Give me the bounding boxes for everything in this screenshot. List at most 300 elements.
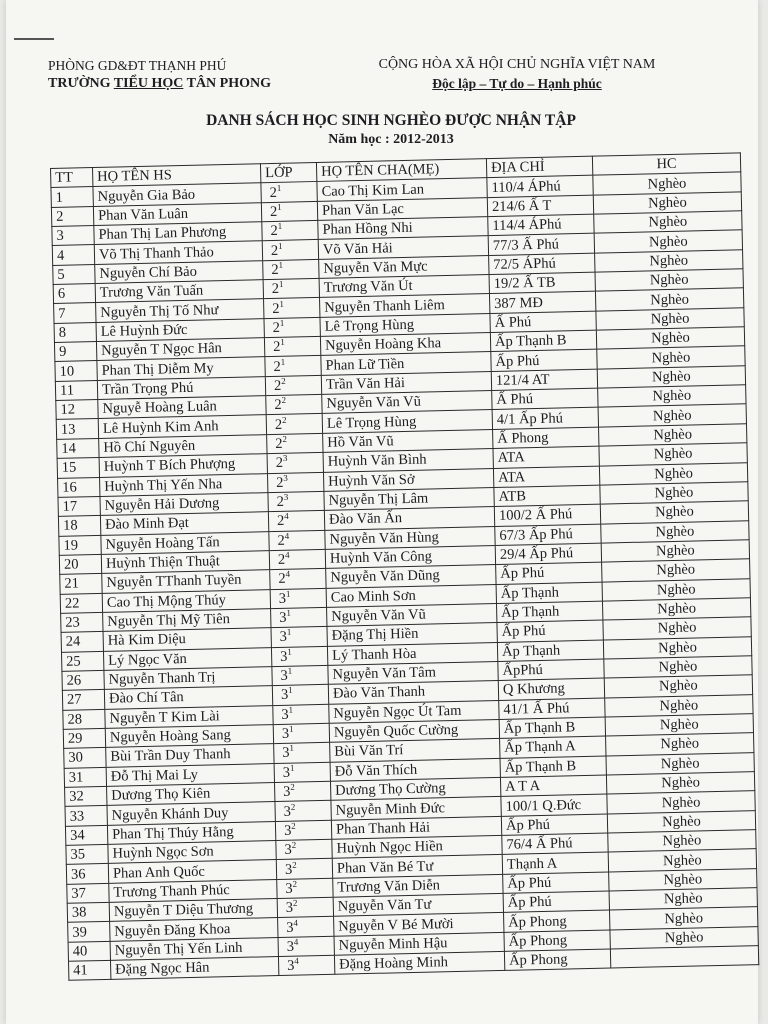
cell-address: Ấp Thạnh B — [500, 756, 606, 778]
class-grade: 3 — [285, 880, 293, 897]
cell-status: Nghèo — [604, 675, 752, 698]
cell-tt: 12 — [56, 400, 98, 420]
cell-status: Nghèo — [602, 598, 750, 621]
class-grade: 3 — [282, 764, 291, 781]
cell-status: Nghèo — [606, 733, 754, 756]
cell-address: 76/4 Ấ Phú — [502, 833, 608, 855]
class-grade: 3 — [284, 861, 293, 878]
cell-student-name: Lê Huỳnh Đức — [96, 318, 264, 341]
class-grade: 2 — [273, 358, 281, 375]
cell-class — [268, 511, 324, 532]
cell-student-name: Võ Thị Thanh Thảo — [94, 241, 262, 264]
class-grade: 2 — [278, 571, 286, 588]
header-class: LỚP — [260, 162, 316, 183]
cell-class — [273, 704, 329, 725]
class-grade: 2 — [276, 513, 285, 530]
class-grade: 3 — [279, 609, 287, 626]
cell-student-name: Lý Ngọc Văn — [103, 647, 271, 670]
class-section: 2 — [291, 839, 297, 851]
cell-parent-name: Đặng Thị Hiền — [327, 623, 497, 646]
cell-parent-name: Lê Trọng Hùng — [320, 313, 490, 336]
cell-address: 19/2 Ấ TB — [489, 272, 595, 294]
class-grade: 3 — [279, 648, 288, 665]
cell-student-name: Nguyễn Gia Bảo — [93, 183, 261, 206]
cell-tt: 24 — [61, 632, 103, 652]
cell-parent-name: Nguyễn Văn Tâm — [328, 661, 498, 684]
cell-address: 77/3 Ấ Phú — [488, 234, 594, 256]
class-grade: 2 — [274, 397, 282, 414]
cell-tt: 7 — [54, 303, 96, 323]
cell-parent-name: Đào Văn Ấn — [324, 507, 494, 530]
cell-class — [276, 839, 332, 860]
cell-address: Ấ Phú — [490, 311, 596, 333]
class-grade: 3 — [285, 899, 294, 917]
table-body — [51, 172, 759, 981]
class-section: 4 — [284, 530, 290, 541]
cell-parent-name: Cao Thị Kim Lan — [317, 178, 487, 201]
class-section: 2 — [282, 433, 288, 444]
cell-class — [264, 298, 320, 319]
cell-class — [278, 936, 334, 957]
cell-class — [269, 549, 325, 570]
school-name: TRƯỜNG TIỂU HỌC TÂN PHONG — [48, 76, 271, 91]
cell-status: Nghèo — [594, 211, 742, 234]
cell-address: ATB — [494, 485, 600, 507]
cell-parent-name: Phan Văn Lạc — [317, 197, 487, 220]
cell-tt: 25 — [61, 651, 103, 671]
cell-class — [265, 356, 321, 377]
cell-address: Ấp Thạnh — [496, 582, 602, 604]
class-section: 2 — [281, 395, 287, 406]
cell-class — [268, 491, 324, 512]
class-grade: 2 — [269, 203, 278, 220]
cell-address: Ấp Phú — [503, 891, 609, 913]
class-grade: 2 — [272, 300, 280, 317]
cell-tt: 16 — [58, 477, 100, 497]
cell-tt: 33 — [65, 806, 107, 826]
cell-status: Nghèo — [599, 462, 747, 485]
cell-student-name: Trương Văn Tuấn — [95, 280, 263, 303]
cell-status: Nghèo — [609, 907, 757, 930]
class-section: 1 — [288, 685, 293, 696]
cell-class — [261, 182, 317, 203]
cell-student-name: Huỳnh Thị Yến Nha — [100, 473, 268, 496]
cell-parent-name: Nguyễn Quốc Cường — [329, 719, 499, 742]
cell-address: Ấp Thạnh — [497, 640, 603, 662]
cell-address: Ấp Thạnh A — [500, 736, 606, 758]
class-grade: 3 — [286, 919, 294, 936]
cell-status: Nghèo — [598, 404, 746, 427]
cell-student-name: Nguyễn Đăng Khoa — [110, 918, 278, 941]
class-section: 2 — [291, 859, 297, 870]
cell-student-name: Phan Thị Thúy Hằng — [107, 821, 275, 844]
cell-status: Nghèo — [604, 656, 752, 679]
class-section: 2 — [291, 820, 296, 831]
class-grade: 3 — [286, 957, 295, 975]
cell-tt: 22 — [60, 593, 102, 613]
class-grade: 2 — [277, 532, 285, 549]
cell-class — [265, 375, 321, 396]
school-year: Năm học : 2012-2013 — [328, 132, 454, 147]
class-section: 2 — [292, 878, 298, 889]
class-grade: 2 — [275, 435, 283, 452]
cell-status: Nghèo — [607, 791, 755, 814]
nation-motto: Độc lập – Tự do – Hạnh phúc — [432, 76, 602, 91]
cell-class — [278, 917, 334, 938]
cell-tt: 1 — [51, 187, 93, 207]
cell-student-name: Huỳnh Ngọc Sơn — [108, 841, 276, 864]
class-grade: 2 — [274, 416, 283, 433]
class-section: 3 — [283, 472, 288, 483]
class-grade: 3 — [283, 803, 292, 820]
cell-tt: 17 — [58, 496, 100, 516]
cell-status: Nghèo — [602, 559, 750, 582]
cell-address: 114/4 ÁPhú — [488, 214, 594, 236]
cell-status: Nghèo — [605, 694, 753, 717]
cell-class — [263, 278, 319, 299]
cell-student-name: Nguyễn TThanh Tuyền — [102, 570, 270, 593]
cell-student-name: Nguyễn T Diệu Thương — [109, 899, 277, 922]
cell-address: Ấp Phong — [504, 930, 610, 952]
cell-class — [278, 955, 334, 976]
class-section: 4 — [293, 917, 299, 928]
cell-parent-name: Nguyễn Minh Hậu — [334, 932, 504, 955]
cell-address: 110/4 ÁPhú — [487, 176, 593, 198]
class-section: 2 — [281, 375, 286, 386]
cell-tt: 31 — [64, 767, 106, 787]
cell-address: 72/5 ÁPhú — [489, 253, 595, 275]
cell-student-name: Lê Huỳnh Kim Anh — [98, 415, 266, 438]
cell-status: Nghèo — [600, 501, 748, 524]
cell-address: ẤpPhú — [498, 659, 604, 681]
document-title: DANH SÁCH HỌC SINH NGHÈO ĐƯỢC NHẬN TẬP — [206, 112, 576, 129]
cell-tt: 37 — [67, 883, 109, 903]
cell-student-name: Phan Thị Lan Phương — [94, 222, 262, 245]
cell-status: Nghèo — [601, 540, 749, 563]
cell-status: Nghèo — [600, 482, 748, 505]
school-header — [48, 57, 271, 93]
cell-tt: 23 — [61, 612, 103, 632]
cell-status: Nghèo — [599, 443, 747, 466]
class-grade: 3 — [280, 667, 289, 685]
class-section: 1 — [277, 240, 283, 251]
cell-address: Ấp Phong — [504, 910, 610, 932]
class-section: 4 — [284, 511, 289, 522]
class-grade: 2 — [273, 377, 282, 394]
class-section: 1 — [289, 762, 295, 773]
class-grade: 3 — [283, 783, 291, 801]
class-section: 1 — [276, 182, 282, 193]
cell-tt: 3 — [52, 226, 94, 246]
cell-student-name: Nguyễn Hoàng Sang — [105, 725, 273, 748]
nation-header — [352, 55, 682, 93]
cell-class — [275, 801, 331, 822]
cell-address: A T A — [500, 775, 606, 797]
cell-parent-name: Đào Văn Thanh — [328, 681, 498, 704]
cell-address: 67/3 Ấp Phú — [495, 524, 601, 546]
cell-parent-name: Phan Văn Bé Tư — [332, 855, 502, 878]
cell-student-name: Phan Anh Quốc — [108, 860, 276, 883]
cell-tt: 28 — [63, 709, 105, 729]
class-section: 1 — [286, 607, 292, 618]
class-section: 2 — [290, 781, 295, 793]
cell-parent-name: Nguyễn V Bé Mười — [334, 913, 504, 936]
cell-parent-name: Đặng Hoàng Minh — [334, 951, 504, 974]
class-grade: 2 — [269, 184, 278, 201]
cell-tt: 9 — [54, 342, 96, 362]
cell-student-name: Hà Kim Diệu — [103, 628, 271, 651]
class-grade: 2 — [271, 281, 280, 298]
cell-class — [261, 201, 317, 222]
cell-parent-name: Phan Lữ Tiền — [321, 352, 491, 375]
cell-class — [266, 395, 322, 416]
class-grade: 3 — [281, 706, 289, 723]
class-section: 1 — [277, 201, 282, 212]
cell-address: ATA — [493, 446, 599, 468]
cell-tt: 38 — [67, 902, 109, 922]
cell-tt: 21 — [60, 574, 102, 594]
cell-tt: 29 — [63, 728, 105, 748]
cell-address: 121/4 AT — [491, 369, 597, 391]
cell-parent-name: Nguyễn Văn Vũ — [327, 603, 497, 626]
cell-parent-name: Nguyễn Minh Đức — [331, 797, 501, 820]
cell-tt: 41 — [69, 960, 111, 980]
cell-status: Nghèo — [596, 308, 744, 331]
cell-status — [610, 946, 758, 969]
class-section: 4 — [284, 549, 290, 560]
cell-status: Nghèo — [593, 192, 741, 215]
cell-status: Nghèo — [596, 327, 744, 350]
cell-student-name: Đỗ Thị Mai Ly — [106, 763, 274, 786]
cell-student-name: Bùi Trần Duy Thanh — [106, 744, 274, 767]
cell-tt: 2 — [51, 206, 93, 226]
header-student-name: HỌ TÊN HS — [93, 164, 261, 187]
cell-address: 100/1 Q.Đức — [501, 794, 607, 816]
cell-address: 4/1 Ấp Phú — [492, 408, 598, 430]
cell-student-name: Nguyễn Hoàng Tấn — [101, 531, 269, 554]
cell-student-name: Nguyễn Khánh Duy — [107, 802, 275, 825]
cell-status: Nghèo — [597, 346, 745, 369]
cell-address: 100/2 Ấ Phú — [494, 504, 600, 526]
class-section: 1 — [287, 665, 293, 677]
cell-class — [277, 897, 333, 918]
class-section: 3 — [282, 453, 288, 464]
class-grade: 2 — [277, 551, 286, 568]
cell-tt: 40 — [68, 941, 110, 961]
cell-class — [270, 569, 326, 590]
header-status: HC — [592, 153, 740, 176]
class-grade: 2 — [272, 319, 281, 336]
cell-status: Nghèo — [595, 288, 743, 311]
cell-student-name: Nguyễn Chí Bảo — [95, 260, 263, 283]
cell-parent-name: Võ Văn Hải — [318, 236, 488, 259]
header-tt: TT — [51, 168, 93, 188]
class-section: 1 — [288, 723, 294, 735]
cell-tt: 14 — [57, 438, 99, 458]
class-grade: 3 — [282, 745, 290, 762]
cell-class — [270, 588, 326, 609]
class-grade: 2 — [270, 242, 279, 259]
cell-class — [273, 723, 329, 744]
cell-class — [271, 627, 327, 648]
cell-tt: 8 — [54, 322, 96, 342]
class-section: 1 — [289, 743, 295, 754]
cell-tt: 13 — [56, 419, 98, 439]
cell-address: Ấ Phú — [492, 388, 598, 410]
cell-address: Ấp Thạnh B — [499, 717, 605, 739]
class-section: 2 — [290, 801, 296, 812]
cell-student-name: Trương Thanh Phúc — [109, 879, 277, 902]
cell-class — [272, 685, 328, 706]
cell-status: Nghèo — [610, 926, 758, 949]
cell-tt: 18 — [58, 516, 100, 536]
cell-student-name: Huỳnh Thiện Thuật — [101, 550, 269, 573]
cell-class — [276, 859, 332, 880]
cell-class — [274, 743, 330, 764]
class-section: 2 — [292, 897, 298, 909]
cell-class — [275, 820, 331, 841]
cell-parent-name: Lê Trọng Hùng — [322, 410, 492, 433]
cell-tt: 5 — [53, 264, 95, 284]
cell-parent-name: Nguyễn Văn Tư — [333, 893, 503, 916]
cell-student-name: Hồ Chí Nguyên — [99, 434, 267, 457]
cell-class — [267, 433, 323, 454]
class-grade: 3 — [279, 629, 288, 646]
class-grade: 2 — [272, 339, 281, 356]
cell-parent-name: Nguyễn Văn Mực — [319, 255, 489, 278]
class-section: 4 — [293, 936, 299, 947]
cell-status: Nghèo — [606, 752, 754, 775]
class-section: 1 — [277, 221, 283, 232]
cell-address: Ấp Phú — [496, 562, 602, 584]
cell-tt: 34 — [65, 825, 107, 845]
student-table — [50, 152, 759, 981]
cell-status: Nghèo — [594, 230, 742, 253]
nation-name: CỘNG HÒA XÃ HỘI CHỦ NGHĨA VIỆT NAM — [378, 57, 656, 72]
cell-student-name: Nguyễn Thị Mỹ Tiên — [103, 609, 271, 632]
cell-student-name: Trần Trọng Phú — [97, 376, 265, 399]
cell-student-name: Phan Văn Luân — [93, 202, 261, 225]
cell-parent-name: Phan Thanh Hải — [331, 816, 501, 839]
cell-address: Ấp Thạnh — [496, 601, 602, 623]
cell-parent-name: Nguyễn Thị Lâm — [324, 487, 494, 510]
cell-tt: 35 — [66, 844, 108, 864]
cell-address: Ấp Phú — [497, 620, 603, 642]
cell-parent-name: Nguyễn Văn Hùng — [325, 526, 495, 549]
cell-class — [264, 337, 320, 358]
cell-parent-name: Huỳnh Văn Công — [325, 545, 495, 568]
cell-parent-name: Lý Thanh Hòa — [327, 642, 497, 665]
cell-status: Nghèo — [595, 269, 743, 292]
cell-tt: 30 — [64, 748, 106, 768]
class-section: 2 — [281, 414, 287, 425]
cell-parent-name: Nguyễn Ngọc Út Tam — [329, 700, 499, 723]
class-grade: 3 — [281, 725, 290, 743]
class-grade: 3 — [278, 590, 287, 607]
cell-student-name: Nguyễn Thị Tố Như — [96, 299, 264, 322]
cell-student-name: Nguyễn Thị Yến Linh — [110, 937, 278, 960]
cell-class — [277, 878, 333, 899]
cell-parent-name: Hồ Văn Vũ — [323, 429, 493, 452]
cell-parent-name: Huỳnh Ngọc Hiền — [332, 835, 502, 858]
cell-student-name: Nguyễn Thanh Trị — [104, 667, 272, 690]
cell-student-name: Nguyễn T Kim Lài — [105, 705, 273, 728]
cell-address: Thạnh A — [502, 852, 608, 874]
cell-status: Nghèo — [598, 385, 746, 408]
class-section: 1 — [280, 337, 285, 348]
cell-tt: 4 — [52, 245, 94, 265]
cell-address: 29/4 Ấp Phú — [495, 543, 601, 565]
cell-status: Nghèo — [606, 772, 754, 795]
cell-student-name: Phan Thị Diễm My — [97, 357, 265, 380]
cell-class — [272, 665, 328, 686]
cell-parent-name: Dương Thọ Cường — [330, 777, 500, 800]
class-grade: 3 — [286, 938, 295, 955]
cell-status: Nghèo — [602, 578, 750, 601]
department-name: PHÒNG GD&ĐT THẠNH PHÚ — [48, 58, 227, 73]
cell-status: Nghèo — [595, 250, 743, 273]
cell-address: Ấp Phú — [501, 814, 607, 836]
cell-parent-name: Nguyễn Văn Vũ — [322, 391, 492, 414]
cell-class — [262, 220, 318, 241]
cell-address: Ấ Phong — [493, 427, 599, 449]
class-grade: 2 — [270, 223, 278, 240]
cell-class — [271, 646, 327, 667]
cell-address: Ấp Phú — [491, 350, 597, 372]
cell-student-name: Dương Thọ Kiên — [107, 783, 275, 806]
cell-status: Nghèo — [608, 830, 756, 853]
cell-status: Nghèo — [597, 366, 745, 389]
cell-tt: 26 — [62, 670, 104, 690]
cell-tt: 19 — [59, 535, 101, 555]
cell-parent-name: Trần Văn Hải — [321, 371, 491, 394]
pen-mark — [14, 38, 54, 40]
cell-tt: 6 — [53, 284, 95, 304]
cell-parent-name: Đỗ Văn Thích — [330, 758, 500, 781]
cell-status: Nghèo — [608, 849, 756, 872]
cell-class — [262, 240, 318, 261]
cell-class — [267, 453, 323, 474]
class-section: 1 — [288, 704, 294, 715]
cell-student-name: Đào Minh Đạt — [100, 512, 268, 535]
cell-status: Nghèo — [603, 636, 751, 659]
cell-address: 387 MĐ — [489, 292, 595, 314]
cell-status: Nghèo — [607, 810, 755, 833]
class-section: 3 — [283, 491, 289, 502]
cell-class — [267, 472, 323, 493]
class-section: 4 — [285, 569, 291, 580]
cell-status: Nghèo — [593, 172, 741, 195]
cell-tt: 11 — [55, 380, 97, 400]
cell-parent-name: Nguyễn Văn Dũng — [326, 565, 496, 588]
cell-parent-name: Huỳnh Văn Sở — [323, 468, 493, 491]
cell-class — [274, 762, 330, 783]
class-section: 1 — [280, 356, 286, 367]
cell-student-name: Nguyễn T Ngọc Hân — [96, 338, 264, 361]
cell-address: ATA — [493, 466, 599, 488]
class-section: 1 — [279, 317, 285, 328]
cell-student-name: Nguyễ Hoàng Luân — [98, 396, 266, 419]
cell-parent-name: Nguyễn Hoàng Kha — [320, 333, 490, 356]
cell-tt: 32 — [65, 786, 107, 806]
class-section: 1 — [278, 259, 284, 270]
cell-tt: 36 — [66, 864, 108, 884]
header-parent-name: HỌ TÊN CHA(MẸ) — [316, 159, 486, 182]
cell-status: Nghèo — [599, 424, 747, 447]
class-grade: 2 — [271, 261, 279, 278]
header-address: ĐỊA CHỈ — [486, 156, 592, 178]
class-section: 1 — [279, 298, 284, 309]
